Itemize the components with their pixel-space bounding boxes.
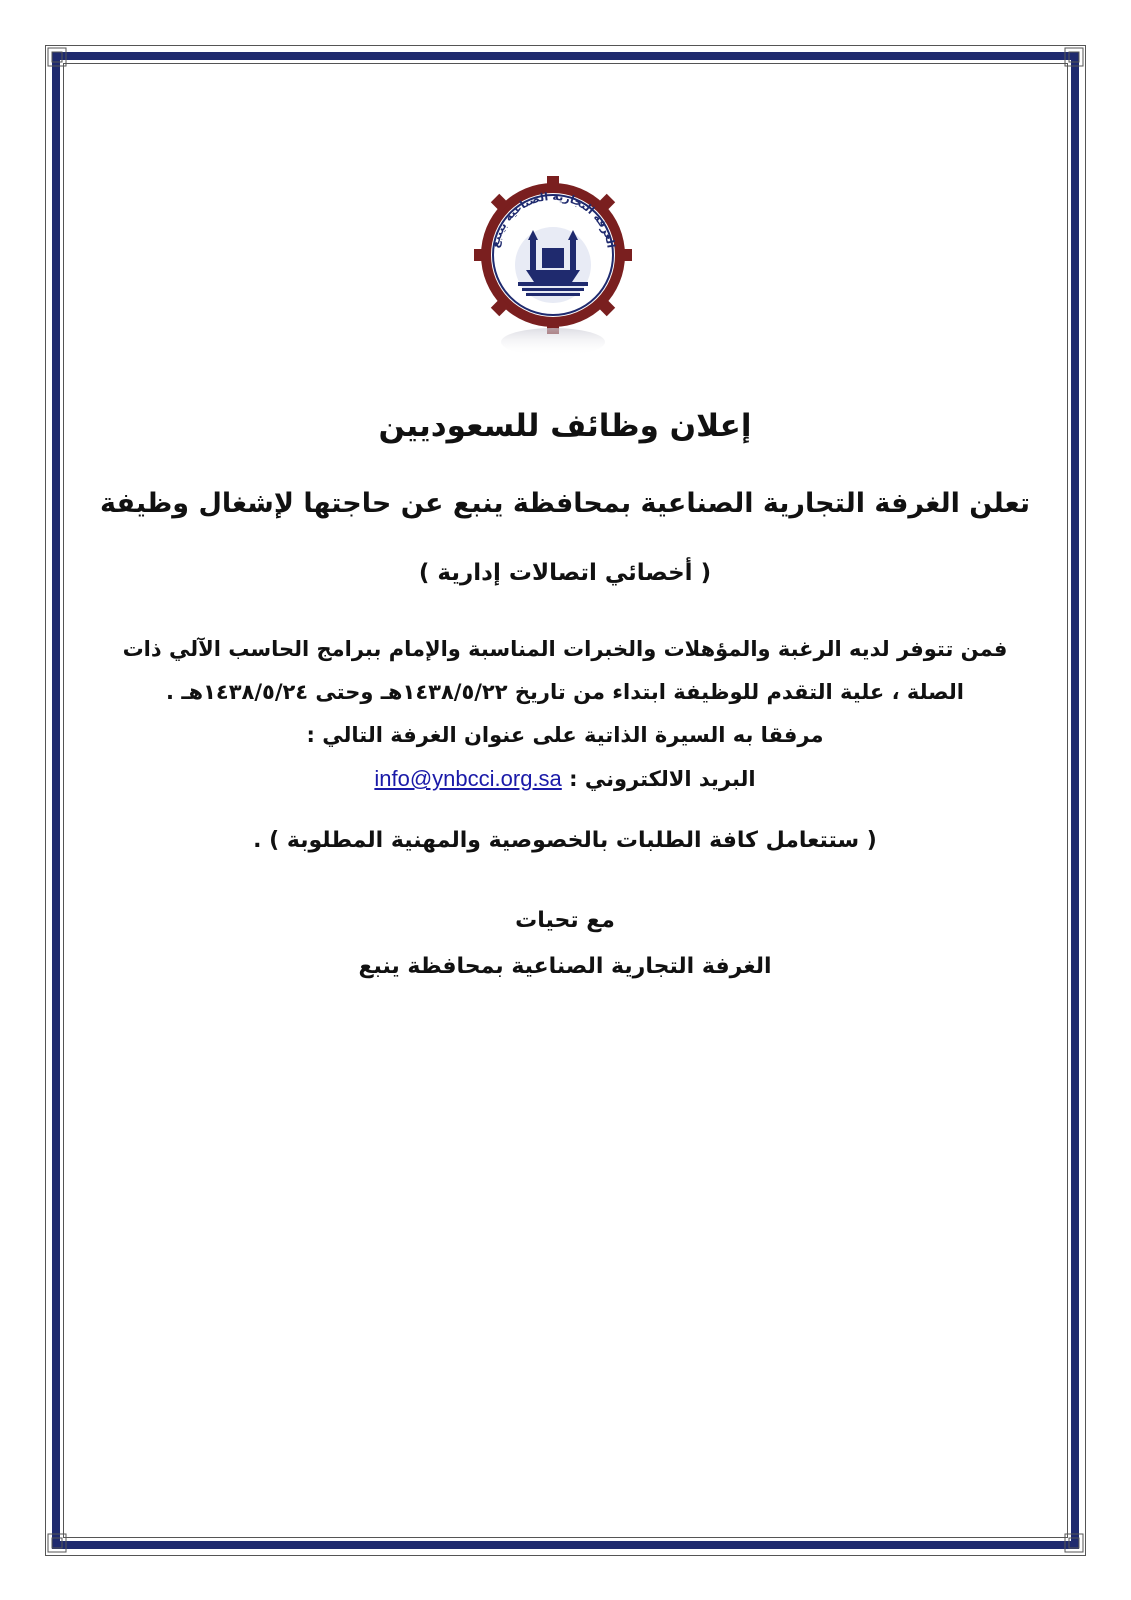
frame-corner-ornament: [46, 1532, 68, 1554]
frame-corner-ornament: [46, 46, 68, 68]
chamber-logo: [468, 170, 638, 360]
body-line-2: الصلة ، علية التقدم للوظيفة ابتداء من تاريخ ١٤٣٨/٥/٢٢هـ وحتى ١٤٣٨/٥/٢٤هـ .: [166, 680, 964, 704]
closing-regards: مع تحيات: [515, 908, 615, 933]
frame-corner-ornament: [1063, 1532, 1085, 1554]
email-line: [90, 757, 1040, 801]
email-label: البريد الالكتروني :: [569, 767, 756, 791]
privacy-note: ( ستتعامل كافة الطلبات بالخصوصية والمهنية المطلوبة ) .: [253, 828, 877, 853]
announcement-subtitle: تعلن الغرفة التجارية الصناعية بمحافظة ينبع عن حاجتها لإشغال وظيفة: [100, 488, 1030, 519]
job-position: ( أخصائي اتصالات إدارية ): [418, 560, 712, 586]
frame-corner-ornament: [1063, 46, 1085, 68]
announcement-body: [90, 628, 1040, 801]
svg-text:الغرفة التجارية الصناعية بينبع: الغرفة التجارية الصناعية بينبع: [488, 189, 618, 249]
page-title: إعلان وظائف للسعوديين: [378, 408, 752, 444]
closing: [90, 898, 1040, 990]
body-line-1: فمن تتوفر لديه الرغبة والمؤهلات والخبرات المناسبة والإمام ببرامج الحاسب الآلي ذات: [122, 637, 1008, 661]
body-line-3: مرفقا به السيرة الذاتية على عنوان الغرفة التالي :: [306, 723, 824, 747]
email-link[interactable]: info@ynbcci.org.sa: [374, 766, 562, 791]
closing-signature: الغرفة التجارية الصناعية بمحافظة ينبع: [358, 954, 772, 979]
